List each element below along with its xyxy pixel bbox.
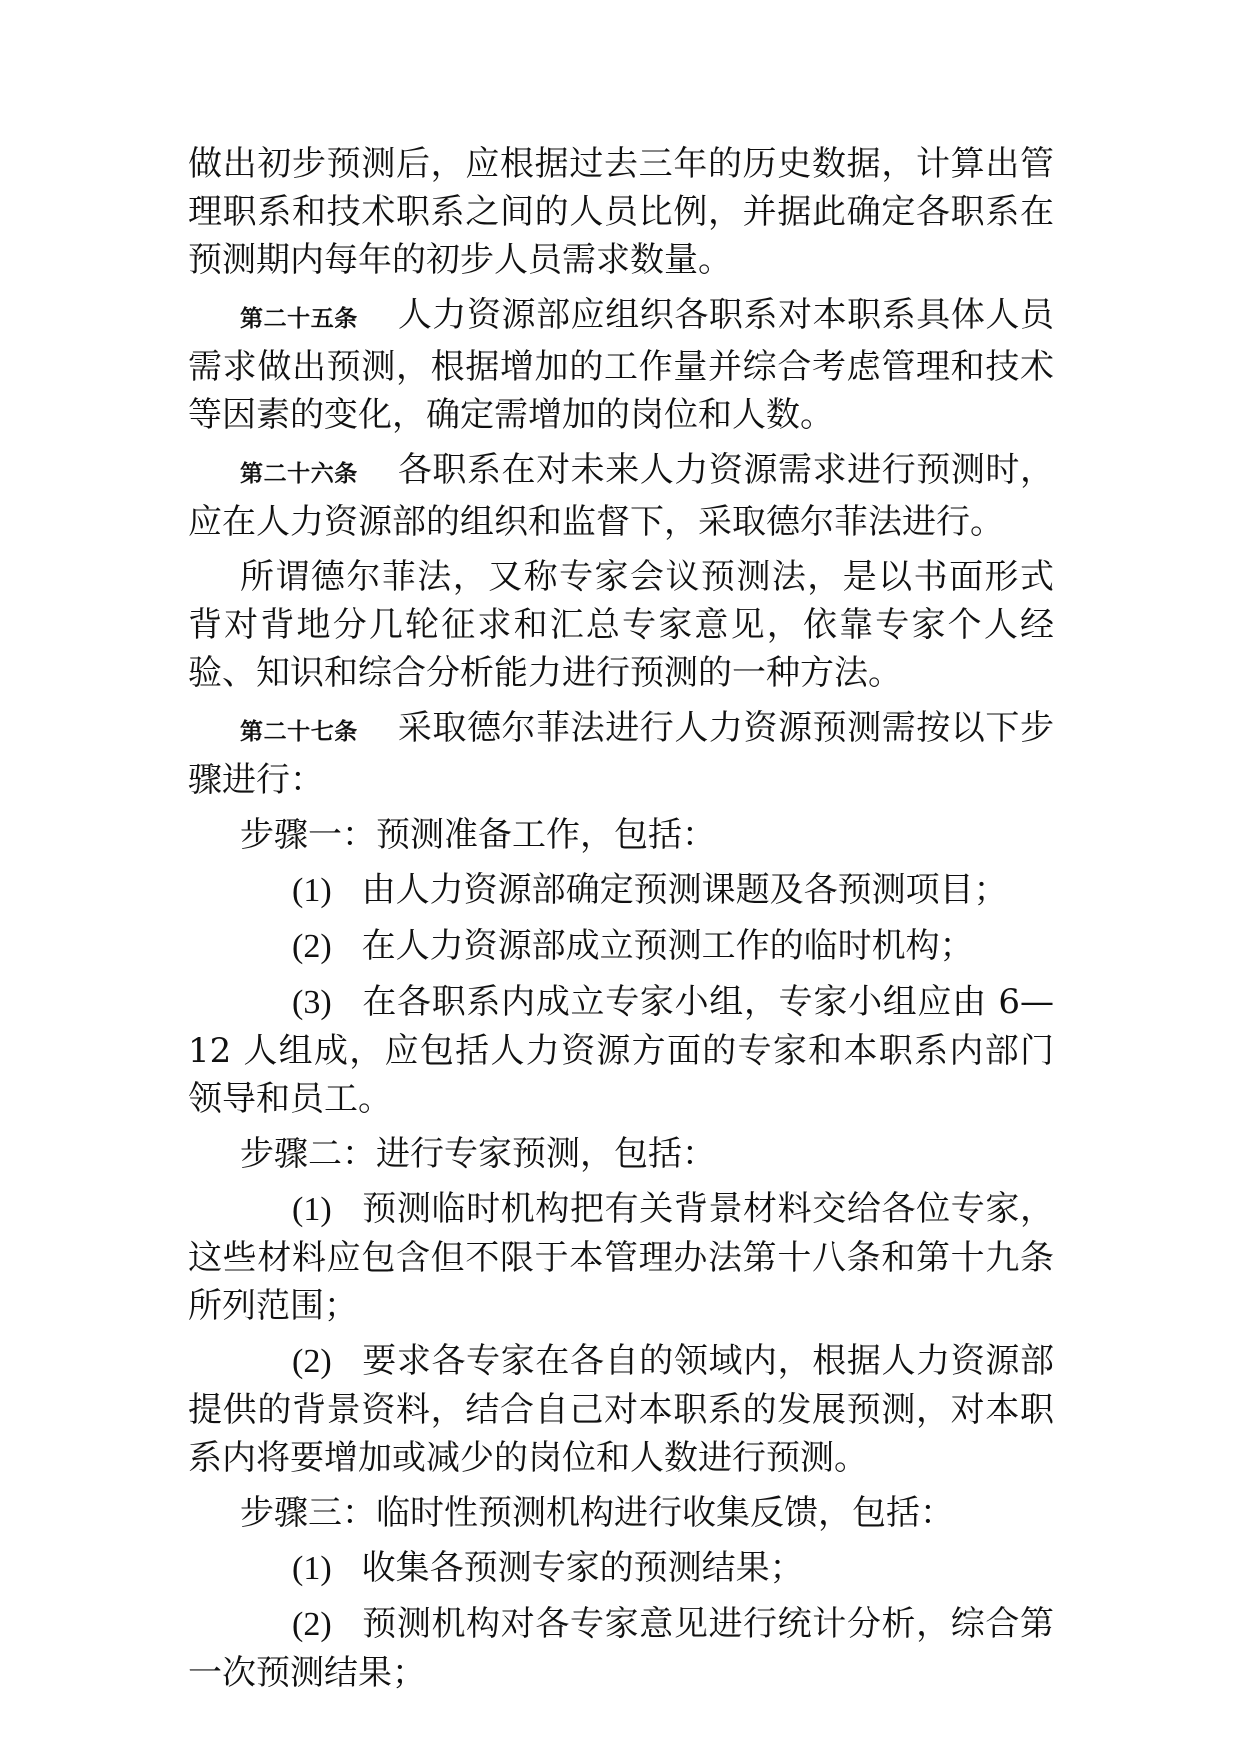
list-item	[188, 1185, 1054, 1330]
paragraph-text: 所谓德尔菲法，又称专家会议预测法，是以书面形式背对背地分几轮征求和汇总专家意见，依靠专家个人经验、知识和综合分析能力进行预测的一种方法。	[188, 557, 1054, 693]
list-item-text: 在各职系内成立专家小组，专家小组应由 6—12 人组成，应包括人力资源方面的专家和本职系内部门领导和员工。	[188, 982, 1054, 1119]
paragraph-text: 步骤二：进行专家预测，包括：	[240, 1134, 716, 1174]
article-number: 第二十六条	[240, 461, 358, 487]
list-item	[188, 1544, 1054, 1593]
step-two-heading	[188, 1130, 1054, 1178]
list-item-text: 在人力资源部成立预测工作的临时机构；	[361, 926, 974, 966]
step-one-heading	[188, 811, 1054, 859]
list-item-number: (2)	[292, 1343, 332, 1380]
article-number: 第二十五条	[240, 306, 358, 332]
article-26	[188, 446, 1054, 546]
paragraph-text: 步骤三：临时性预测机构进行收集反馈，包括：	[240, 1493, 954, 1533]
delphi-definition-paragraph	[188, 553, 1054, 697]
paragraph-text: 各职系在对未来人力资源需求进行预测时，应在人力资源部的组织和监督下，采取德尔菲法进行。	[188, 450, 1055, 542]
list-item-number: (2)	[292, 1606, 332, 1643]
paragraph-text: 人力资源部应组织各职系对本职系具体人员需求做出预测，根据增加的工作量并综合考虑管理和技术等因素的变化，确定需增加的岗位和人数。	[188, 295, 1055, 435]
list-item-number: (1)	[292, 1191, 332, 1228]
list-item-text: 要求各专家在各自的领域内，根据人力资源部提供的背景资料，结合自己对本职系的发展预测，对本职系内将要增加或减少的岗位和人数进行预测。	[188, 1341, 1054, 1478]
list-item	[188, 1337, 1054, 1482]
list-item-number: (2)	[292, 928, 332, 965]
list-item-text: 预测临时机构把有关背景材料交给各位专家，这些材料应包含但不限于本管理办法第十八条和第十九条所列范围；	[188, 1189, 1054, 1326]
list-item-text: 预测机构对各专家意见进行统计分析，综合第一次预测结果；	[188, 1604, 1054, 1693]
list-item-text: 由人力资源部确定预测课题及各预测项目；	[361, 870, 1008, 910]
article-number: 第二十七条	[240, 719, 358, 745]
article-25	[188, 291, 1054, 439]
list-item	[188, 1600, 1054, 1697]
list-item-number: (3)	[292, 984, 332, 1021]
list-item	[188, 978, 1054, 1123]
step-three-heading	[188, 1489, 1054, 1537]
paragraph-text: 步骤一：预测准备工作，包括：	[240, 815, 716, 855]
list-item	[188, 866, 1054, 915]
paragraph-continuation	[188, 140, 1054, 284]
list-item-number: (1)	[292, 872, 332, 909]
list-item	[188, 922, 1054, 971]
list-item-number: (1)	[292, 1550, 332, 1587]
document-page	[188, 140, 1054, 1704]
paragraph-text: 做出初步预测后，应根据过去三年的历史数据，计算出管理职系和技术职系之间的人员比例，并据此确定各职系在预测期内每年的初步人员需求数量。	[188, 144, 1054, 280]
article-27	[188, 704, 1054, 804]
list-item-text: 收集各预测专家的预测结果；	[361, 1548, 804, 1588]
paragraph-text: 采取德尔菲法进行人力资源预测需按以下步骤进行：	[188, 708, 1055, 800]
